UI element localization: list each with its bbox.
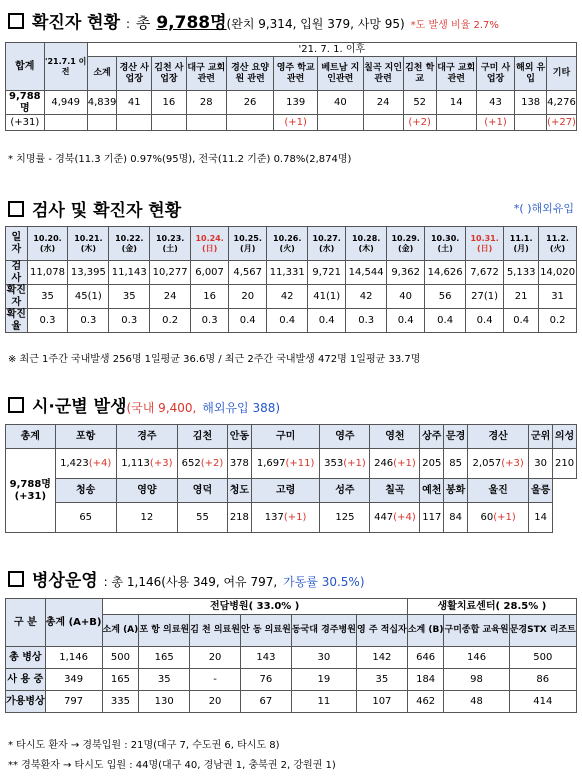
bed-cell: 335 bbox=[102, 691, 139, 713]
case-cell: 42 bbox=[346, 285, 387, 309]
city-count: 218 bbox=[229, 511, 249, 523]
ratio-note: *도 발생 비율 2.7% bbox=[410, 20, 499, 31]
city-value bbox=[468, 503, 529, 533]
city-count: 1,423 bbox=[60, 457, 89, 469]
bed-cell: 184 bbox=[407, 669, 444, 691]
weekly-note: ※ 최근 1주간 국내발생 256명 1일평균 36.6명 / 최근 2주간 국내발생 472명 1일평균 33.7명 bbox=[8, 354, 421, 365]
test-cell: 14,544 bbox=[346, 261, 387, 285]
rate-cell: 0.2 bbox=[539, 309, 577, 333]
center-header: 생활치료센터( 28.5% ) bbox=[407, 599, 576, 615]
row-label: 확진율 bbox=[6, 309, 26, 332]
city-name: 봉화 bbox=[444, 479, 468, 503]
city-value bbox=[444, 503, 468, 533]
bed-cell: 130 bbox=[139, 691, 190, 713]
total-label: 총계 bbox=[6, 425, 56, 449]
city-count: 65 bbox=[79, 511, 93, 523]
date-cell: 10.30.(土) bbox=[425, 227, 466, 261]
city-name: 문경 bbox=[444, 425, 468, 449]
city-name: 포항 bbox=[55, 425, 116, 449]
header-cell: 경산 사업장 bbox=[117, 57, 152, 91]
delta-cell: (+1) bbox=[274, 115, 318, 131]
sub-header: 안 동 의료원 bbox=[240, 615, 291, 647]
city-count: 652 bbox=[181, 457, 201, 469]
bed-cell: 349 bbox=[45, 669, 102, 691]
delta-cell bbox=[87, 115, 117, 131]
case-cell: 40 bbox=[387, 285, 425, 309]
rate-cell: 0.4 bbox=[504, 309, 539, 333]
city-value bbox=[55, 449, 116, 479]
city-name: 의성 bbox=[553, 425, 577, 449]
date-cell: 10.20.(水) bbox=[27, 227, 68, 261]
data-cell: 138 bbox=[515, 91, 547, 115]
bed-cell: 35 bbox=[356, 669, 407, 691]
rate-cell: 0.4 bbox=[387, 309, 425, 333]
header-cell: 영주 학교관련 bbox=[274, 57, 318, 91]
bed-cell: 165 bbox=[139, 647, 190, 669]
delta-cell bbox=[436, 115, 476, 131]
data-cell: 139 bbox=[274, 91, 318, 115]
city-count: 12 bbox=[140, 511, 154, 523]
rate-cell: 0.3 bbox=[68, 309, 109, 333]
bed-cell: 98 bbox=[444, 669, 509, 691]
data-cell: 43 bbox=[476, 91, 514, 115]
city-value bbox=[177, 449, 227, 479]
city-name: 구미 bbox=[251, 425, 320, 449]
city-count: 1,697 bbox=[256, 457, 286, 469]
header-cell: 경산 요양원 관련 bbox=[226, 57, 273, 91]
city-total-cell bbox=[6, 449, 56, 533]
city-value bbox=[177, 503, 227, 533]
row-label: 가용병상 bbox=[6, 691, 46, 713]
rate-cell: 0.3 bbox=[109, 309, 150, 333]
city-value bbox=[116, 449, 177, 479]
data-cell: 16 bbox=[152, 91, 187, 115]
city-value bbox=[116, 503, 177, 533]
city-count: 117 bbox=[422, 511, 442, 523]
data-cell: 26 bbox=[226, 91, 273, 115]
date-cell: 10.29.(金) bbox=[387, 227, 425, 261]
city-count: 353 bbox=[324, 457, 344, 469]
header-cell: 칠곡 지인관련 bbox=[363, 57, 403, 91]
city-delta: (+2) bbox=[200, 457, 224, 469]
city-count: 2,057 bbox=[472, 457, 502, 469]
header-cell: '21.7.1 이전 bbox=[44, 43, 87, 91]
section-title-city: 시·군별 발생(국내 9,400, 해외유입 388) bbox=[8, 392, 280, 417]
checkbox-square-icon bbox=[8, 571, 24, 587]
bed-cell: 1,146 bbox=[45, 647, 102, 669]
date-cell: 10.21.(木) bbox=[68, 227, 109, 261]
city-count: 125 bbox=[335, 511, 355, 523]
header-cell: 구 분 bbox=[6, 599, 46, 647]
city-value bbox=[251, 449, 320, 479]
date-cell: 10.23.(土) bbox=[150, 227, 191, 261]
bed-cell: 500 bbox=[102, 647, 139, 669]
sub-header: 구미종합 교육원 bbox=[444, 615, 509, 647]
city-count: 55 bbox=[196, 511, 209, 523]
bed-cell: 107 bbox=[356, 691, 407, 713]
city-delta: (+1) bbox=[393, 457, 416, 469]
bed-cell: 76 bbox=[240, 669, 291, 691]
bed-cell: 20 bbox=[190, 691, 241, 713]
sub-header: 영 주 적십자 bbox=[356, 615, 407, 647]
city-delta: (+3) bbox=[501, 457, 524, 469]
bed-cell: 500 bbox=[509, 647, 576, 669]
delta-cell bbox=[152, 115, 187, 131]
header-cell: 김천 사업장 bbox=[152, 57, 187, 91]
rate-cell: 0.3 bbox=[191, 309, 229, 333]
bed-cell: 797 bbox=[45, 691, 102, 713]
delta-cell bbox=[44, 115, 87, 131]
city-name: 안동 bbox=[227, 425, 251, 449]
bed-cell: 35 bbox=[139, 669, 190, 691]
city-delta: (+4) bbox=[88, 457, 112, 469]
fatality-note: * 치명률 - 경북(11.3 기준) 0.97%(95명), 전국(11.2 기준) 0.78%(2,874명) bbox=[8, 154, 352, 165]
test-cell: 11,143 bbox=[109, 261, 150, 285]
sub-header: 소계 (B) bbox=[407, 615, 444, 647]
case-cell: 20 bbox=[229, 285, 267, 309]
city-name: 영주 bbox=[320, 425, 370, 449]
row-label: 사 용 중 bbox=[6, 669, 46, 691]
checkbox-square-icon bbox=[8, 397, 24, 413]
header-cell: 합계 bbox=[6, 43, 45, 91]
city-name: 예천 bbox=[420, 479, 444, 503]
test-cell: 7,672 bbox=[466, 261, 504, 285]
date-cell: 10.24.(日) bbox=[191, 227, 229, 261]
city-delta: (+1) bbox=[343, 457, 366, 469]
city-count: 205 bbox=[422, 457, 442, 469]
header-cell: 대구 교회관련 bbox=[436, 57, 476, 91]
sub-header: 문경STX 리조트 bbox=[509, 615, 576, 647]
city-name: 경주 bbox=[116, 425, 177, 449]
rate-cell: 0.4 bbox=[466, 309, 504, 333]
data-cell: 24 bbox=[363, 91, 403, 115]
city-value bbox=[529, 449, 553, 479]
checkbox-square-icon bbox=[8, 13, 24, 29]
dedicated-header: 전담병원( 33.0% ) bbox=[102, 599, 407, 615]
city-name: 고령 bbox=[251, 479, 320, 503]
bed-cell: - bbox=[190, 669, 241, 691]
city-name: 영양 bbox=[116, 479, 177, 503]
date-cell: 10.25.(月) bbox=[229, 227, 267, 261]
city-value bbox=[370, 449, 420, 479]
city-count: 60 bbox=[480, 511, 494, 523]
city-count: 1,113 bbox=[121, 457, 150, 469]
overseas-note: *( )해외유입 bbox=[513, 202, 574, 215]
city-value bbox=[227, 503, 251, 533]
confirmed-table bbox=[5, 42, 577, 131]
delta-cell bbox=[363, 115, 403, 131]
city-value bbox=[468, 449, 529, 479]
data-cell: 52 bbox=[403, 91, 436, 115]
delta-cell bbox=[186, 115, 226, 131]
data-cell: 28 bbox=[186, 91, 226, 115]
header-cell: 기타 bbox=[547, 57, 577, 91]
data-cell: 4,276 bbox=[547, 91, 577, 115]
city-count: 137 bbox=[264, 511, 284, 523]
city-name: 영천 bbox=[370, 425, 420, 449]
city-name: 군위 bbox=[529, 425, 553, 449]
case-cell: 31 bbox=[539, 285, 577, 309]
city-count: 14 bbox=[534, 511, 548, 523]
case-cell: 56 bbox=[425, 285, 466, 309]
rate-cell: 0.3 bbox=[346, 309, 387, 333]
city-name: 청도 bbox=[227, 479, 251, 503]
bed-cell: 462 bbox=[407, 691, 444, 713]
city-value bbox=[553, 449, 577, 479]
bed-cell: 30 bbox=[291, 647, 356, 669]
data-cell: 9,788명 bbox=[6, 91, 45, 115]
delta-cell bbox=[318, 115, 363, 131]
city-delta: (+1) bbox=[283, 511, 307, 523]
rate-cell: 0.4 bbox=[229, 309, 267, 333]
rate-cell: 0.4 bbox=[308, 309, 346, 333]
beds-table bbox=[5, 598, 577, 713]
data-cell: 40 bbox=[318, 91, 363, 115]
delta-cell bbox=[226, 115, 273, 131]
header-cell: 구미 사업장 bbox=[476, 57, 514, 91]
header-cell: 베트남 지인관련 bbox=[318, 57, 363, 91]
case-cell: 27(1) bbox=[466, 285, 504, 309]
city-value bbox=[227, 449, 251, 479]
delta-cell bbox=[117, 115, 152, 131]
row-label: 일 자 bbox=[6, 227, 28, 261]
city-name: 칠곡 bbox=[370, 479, 420, 503]
delta-cell bbox=[515, 115, 547, 131]
sub-header: 소계 (A) bbox=[102, 615, 139, 647]
test-cell: 9,362 bbox=[387, 261, 425, 285]
city-name: 영덕 bbox=[177, 479, 227, 503]
bed-cell: 48 bbox=[444, 691, 509, 713]
section-title-beds: 병상운영 : 총 1,146(사용 349, 여유 797, 가동률 30.5%) bbox=[8, 566, 365, 591]
test-cell: 5,133 bbox=[504, 261, 539, 285]
city-delta: (+3) bbox=[149, 457, 173, 469]
test-cell: 9,721 bbox=[308, 261, 346, 285]
row-label: 확진자 bbox=[6, 285, 26, 308]
city-count: 84 bbox=[449, 511, 462, 523]
rate-cell: 0.3 bbox=[27, 309, 68, 333]
sub-header: 포 항 의료원 bbox=[139, 615, 190, 647]
case-cell: 16 bbox=[191, 285, 229, 309]
date-cell: 11.1.(月) bbox=[504, 227, 539, 261]
city-total: 9,788명 bbox=[9, 479, 51, 490]
total-confirmed: 9,788명 bbox=[156, 13, 227, 33]
delta-cell: (+27) bbox=[547, 115, 577, 131]
transfer-note-1: * 타시도 환자 → 경북입원 : 21명(대구 7, 수도권 6, 타시도 8) bbox=[8, 740, 280, 751]
bed-cell: 67 bbox=[240, 691, 291, 713]
test-cell: 6,007 bbox=[191, 261, 229, 285]
city-count: 246 bbox=[374, 457, 394, 469]
city-value bbox=[251, 503, 320, 533]
bed-cell: 146 bbox=[444, 647, 509, 669]
case-cell: 21 bbox=[504, 285, 539, 309]
case-cell: 45(1) bbox=[68, 285, 109, 309]
header-cell: 소계 bbox=[87, 57, 117, 91]
date-cell: 10.27.(水) bbox=[308, 227, 346, 261]
header-cell: 김천 학교 bbox=[403, 57, 436, 91]
city-value bbox=[420, 449, 444, 479]
test-cell: 4,567 bbox=[229, 261, 267, 285]
bed-cell: 414 bbox=[509, 691, 576, 713]
test-cell: 11,331 bbox=[267, 261, 308, 285]
test-cell: 10,277 bbox=[150, 261, 191, 285]
delta-cell: (+31) bbox=[6, 115, 45, 131]
test-cell: 13,395 bbox=[68, 261, 109, 285]
city-total-delta: (+31) bbox=[14, 490, 47, 502]
bed-cell: 19 bbox=[291, 669, 356, 691]
row-label: 총 병상 bbox=[6, 647, 46, 669]
bed-cell: 11 bbox=[291, 691, 356, 713]
city-name: 울릉 bbox=[529, 479, 553, 503]
section-title-tests: 검사 및 확진자 현황 bbox=[8, 196, 181, 221]
data-cell: 41 bbox=[117, 91, 152, 115]
sub-header: 김 천 의료원 bbox=[190, 615, 241, 647]
confirmed-breakdown: (완치 9,314, 입원 379, 사망 95) bbox=[226, 17, 405, 31]
city-delta: (+4) bbox=[393, 511, 416, 523]
city-delta: (+1) bbox=[493, 511, 516, 523]
data-cell: 4,949 bbox=[44, 91, 87, 115]
city-value bbox=[320, 449, 370, 479]
rate-cell: 0.2 bbox=[150, 309, 191, 333]
transfer-note-2: ** 경북환자 → 타시도 입원 : 44명(대구 40, 경남권 1, 충북권 2, 강원권 1) bbox=[8, 760, 336, 771]
city-value bbox=[444, 449, 468, 479]
data-cell: 14 bbox=[436, 91, 476, 115]
case-cell: 35 bbox=[27, 285, 68, 309]
rate-cell: 0.4 bbox=[267, 309, 308, 333]
city-name: 울진 bbox=[468, 479, 529, 503]
city-count: 210 bbox=[554, 457, 575, 469]
city-table bbox=[5, 424, 577, 533]
date-cell: 10.31.(日) bbox=[466, 227, 504, 261]
city-count: 378 bbox=[229, 457, 249, 469]
period-header: '21. 7. 1. 이후 bbox=[87, 43, 576, 57]
checkbox-square-icon bbox=[8, 201, 24, 217]
city-name: 김천 bbox=[177, 425, 227, 449]
section-title-confirmed: 확진자 현황 : 총 9,788명(완치 9,314, 입원 379, 사망 95) *도 발생 비율 2.7% bbox=[8, 8, 499, 33]
city-name: 청송 bbox=[55, 479, 116, 503]
header-cell: 해외 유입 bbox=[515, 57, 547, 91]
sub-header: 동국대 경주병원 bbox=[291, 615, 356, 647]
city-value bbox=[529, 503, 553, 533]
delta-cell: (+1) bbox=[476, 115, 514, 131]
city-value bbox=[320, 503, 370, 533]
case-cell: 42 bbox=[267, 285, 308, 309]
delta-cell: (+2) bbox=[403, 115, 436, 131]
date-cell: 10.28.(木) bbox=[346, 227, 387, 261]
bed-cell: 143 bbox=[240, 647, 291, 669]
case-cell: 24 bbox=[150, 285, 191, 309]
case-cell: 35 bbox=[109, 285, 150, 309]
bed-cell: 20 bbox=[190, 647, 241, 669]
date-cell: 11.2.(火) bbox=[539, 227, 577, 261]
city-count: 447 bbox=[374, 511, 394, 523]
city-name: 성주 bbox=[320, 479, 370, 503]
test-cell: 14,626 bbox=[425, 261, 466, 285]
tests-table bbox=[5, 226, 577, 333]
city-count: 30 bbox=[534, 457, 548, 469]
row-label: 검 사 bbox=[6, 261, 28, 285]
city-value bbox=[55, 503, 116, 533]
bed-cell: 142 bbox=[356, 647, 407, 669]
bed-cell: 86 bbox=[509, 669, 576, 691]
test-cell: 11,078 bbox=[27, 261, 68, 285]
city-delta: (+11) bbox=[285, 457, 315, 469]
test-cell: 14,020 bbox=[539, 261, 577, 285]
date-cell: 10.22.(金) bbox=[109, 227, 150, 261]
header-cell: 총계 (A+B) bbox=[45, 599, 102, 647]
header-cell: 대구 교회관련 bbox=[186, 57, 226, 91]
city-value bbox=[420, 503, 444, 533]
city-count: 85 bbox=[449, 457, 462, 469]
rate-cell: 0.4 bbox=[425, 309, 466, 333]
bed-cell: 646 bbox=[407, 647, 444, 669]
city-name: 상주 bbox=[420, 425, 444, 449]
city-name: 경산 bbox=[468, 425, 529, 449]
data-cell: 4,839 bbox=[87, 91, 117, 115]
city-value bbox=[370, 503, 420, 533]
bed-cell: 165 bbox=[102, 669, 139, 691]
date-cell: 10.26.(火) bbox=[267, 227, 308, 261]
case-cell: 41(1) bbox=[308, 285, 346, 309]
